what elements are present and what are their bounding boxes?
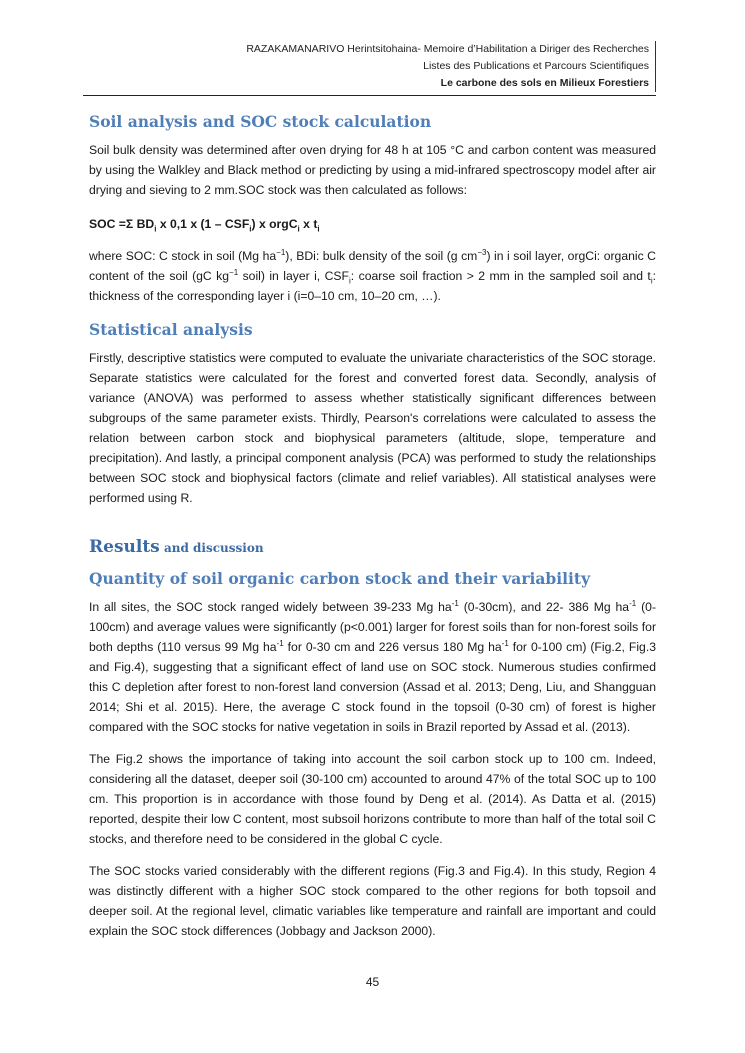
- soc-formula: SOC =Σ $BD_i$ x 0,1 x $(1 - CSF_i)$ x orgC$_i$ x $t_i$: [89, 217, 320, 234]
- paragraph-regions: The SOC stocks varied considerably with the different regions (Fig.3 and Fig.4). In this study, Region 4 was distinctly different with a higher SOC stock compared to the other regions for both topsoil and deeper soil. At the regional level, climatic variables like temperature and rainfall are important and could explain the SOC stock differences (Jobbagy and Jackson 2000).: [89, 864, 656, 938]
- section-heading-soc-quantity: Quantity of soil organic carbon stock and their variability: [89, 569, 591, 588]
- section-heading-soil-analysis: Soil analysis and SOC stock calculation: [89, 112, 432, 131]
- header-line-1: RAZAKAMANARIVO Herintsitohaina- Memoire d’Habilitation a Diriger des Recherches: [246, 43, 649, 55]
- page-number: 45: [365, 975, 380, 989]
- paragraph-soil-analysis: Soil bulk density was determined after oven drying for 48 h at 105 °C and carbon content was measured by using the Walkley and Black method or predicting by using a mid-infrared spectroscopy model after air drying and sieving to 2 mm.SOC stock was then calculated as follows:: [89, 143, 656, 197]
- header-rule: [83, 95, 656, 96]
- running-header: [246, 41, 656, 92]
- paragraph-statistical-analysis: Firstly, descriptive statistics were computed to evaluate the univariate characteristics of the SOC storage. Separate statistics were calculated for the forest and converted forest data. Secondly, analysis of variance (ANOVA) was performed to assess whether statistically significant differences between subgroups of the same parameter exists. Thirdly, Pearson's correlations were calculated to assess the relation between carbon stock and biophysical parameters (altitude, slope, temperature and precipitation). And lastly, a principal component analysis (PCA) was performed to study the relationships between SOC stock and biophysical factors (climate and relief variables). All statistical analyses were performed using R.: [89, 351, 656, 505]
- section-heading-results: Results and discussion: [89, 537, 264, 557]
- section-heading-statistical-analysis: Statistical analysis: [89, 320, 253, 339]
- paragraph-formula-definitions: where SOC: C stock in soil (Mg $ha^{-1}$), BDi: bulk density of the soil (g $cm^{-3}$) in i soil layer, orgCi: organic C content of the soil (gC $kg^{-1}$ soil) in layer i, $CSF_i$: coarse soil fraction > 2 mm in the sampled soil and $t_i$: thickness of the corresponding layer i (i=0–10 cm, 10–20 cm, …).: [89, 247, 656, 303]
- header-line-2: Listes des Publications et Parcours Scientifiques: [423, 60, 649, 72]
- header-line-3: Le carbone des sols en Milieux Forestiers: [440, 77, 649, 89]
- paragraph-deep-soil: The Fig.2 shows the importance of taking into account the soil carbon stock up to 100 cm. Indeed, considering all the dataset, deeper soil (30-100 cm) accounted to around 47% of the total SOC up to 100 cm. This proportion is in accordance with those found by Deng et al. (2014). As Datta et al. (2015) reported, despite their low C content, most subsoil horizons contribute to more than half of the total soil C stocks, and therefore need to be considered in the global C cycle.: [89, 752, 656, 846]
- paragraph-soc-range: In all sites, the SOC stock ranged widely between 39-233 Mg $ha^{-1}$ (0-30cm), and 22- 386 Mg $ha^{-1}$ (0-100cm) and average values were significantly (p<0.001) larger for forest soils than for non-forest soils for both depths (110 versus 99 Mg $ha^{-1}$ for 0-30 cm and 226 versus 180 Mg $ha^{-1}$ for 0-100 cm) (Fig.2, Fig.3 and Fig.4), suggesting that a significant effect of land use on SOC stock. Numerous studies confirmed this C depletion after forest to non-forest land conversion (Assad et al. 2013; Deng, Liu, and Shangguan 2014; Shi et al. 2015). Here, the average C stock found in the topsoil (0-30 cm) of forest is higher compared with the SOC stocks for native vegetation in soils in Brazil reported by Assad et al. (2013).: [89, 598, 657, 734]
- page-content: [89, 110, 656, 941]
